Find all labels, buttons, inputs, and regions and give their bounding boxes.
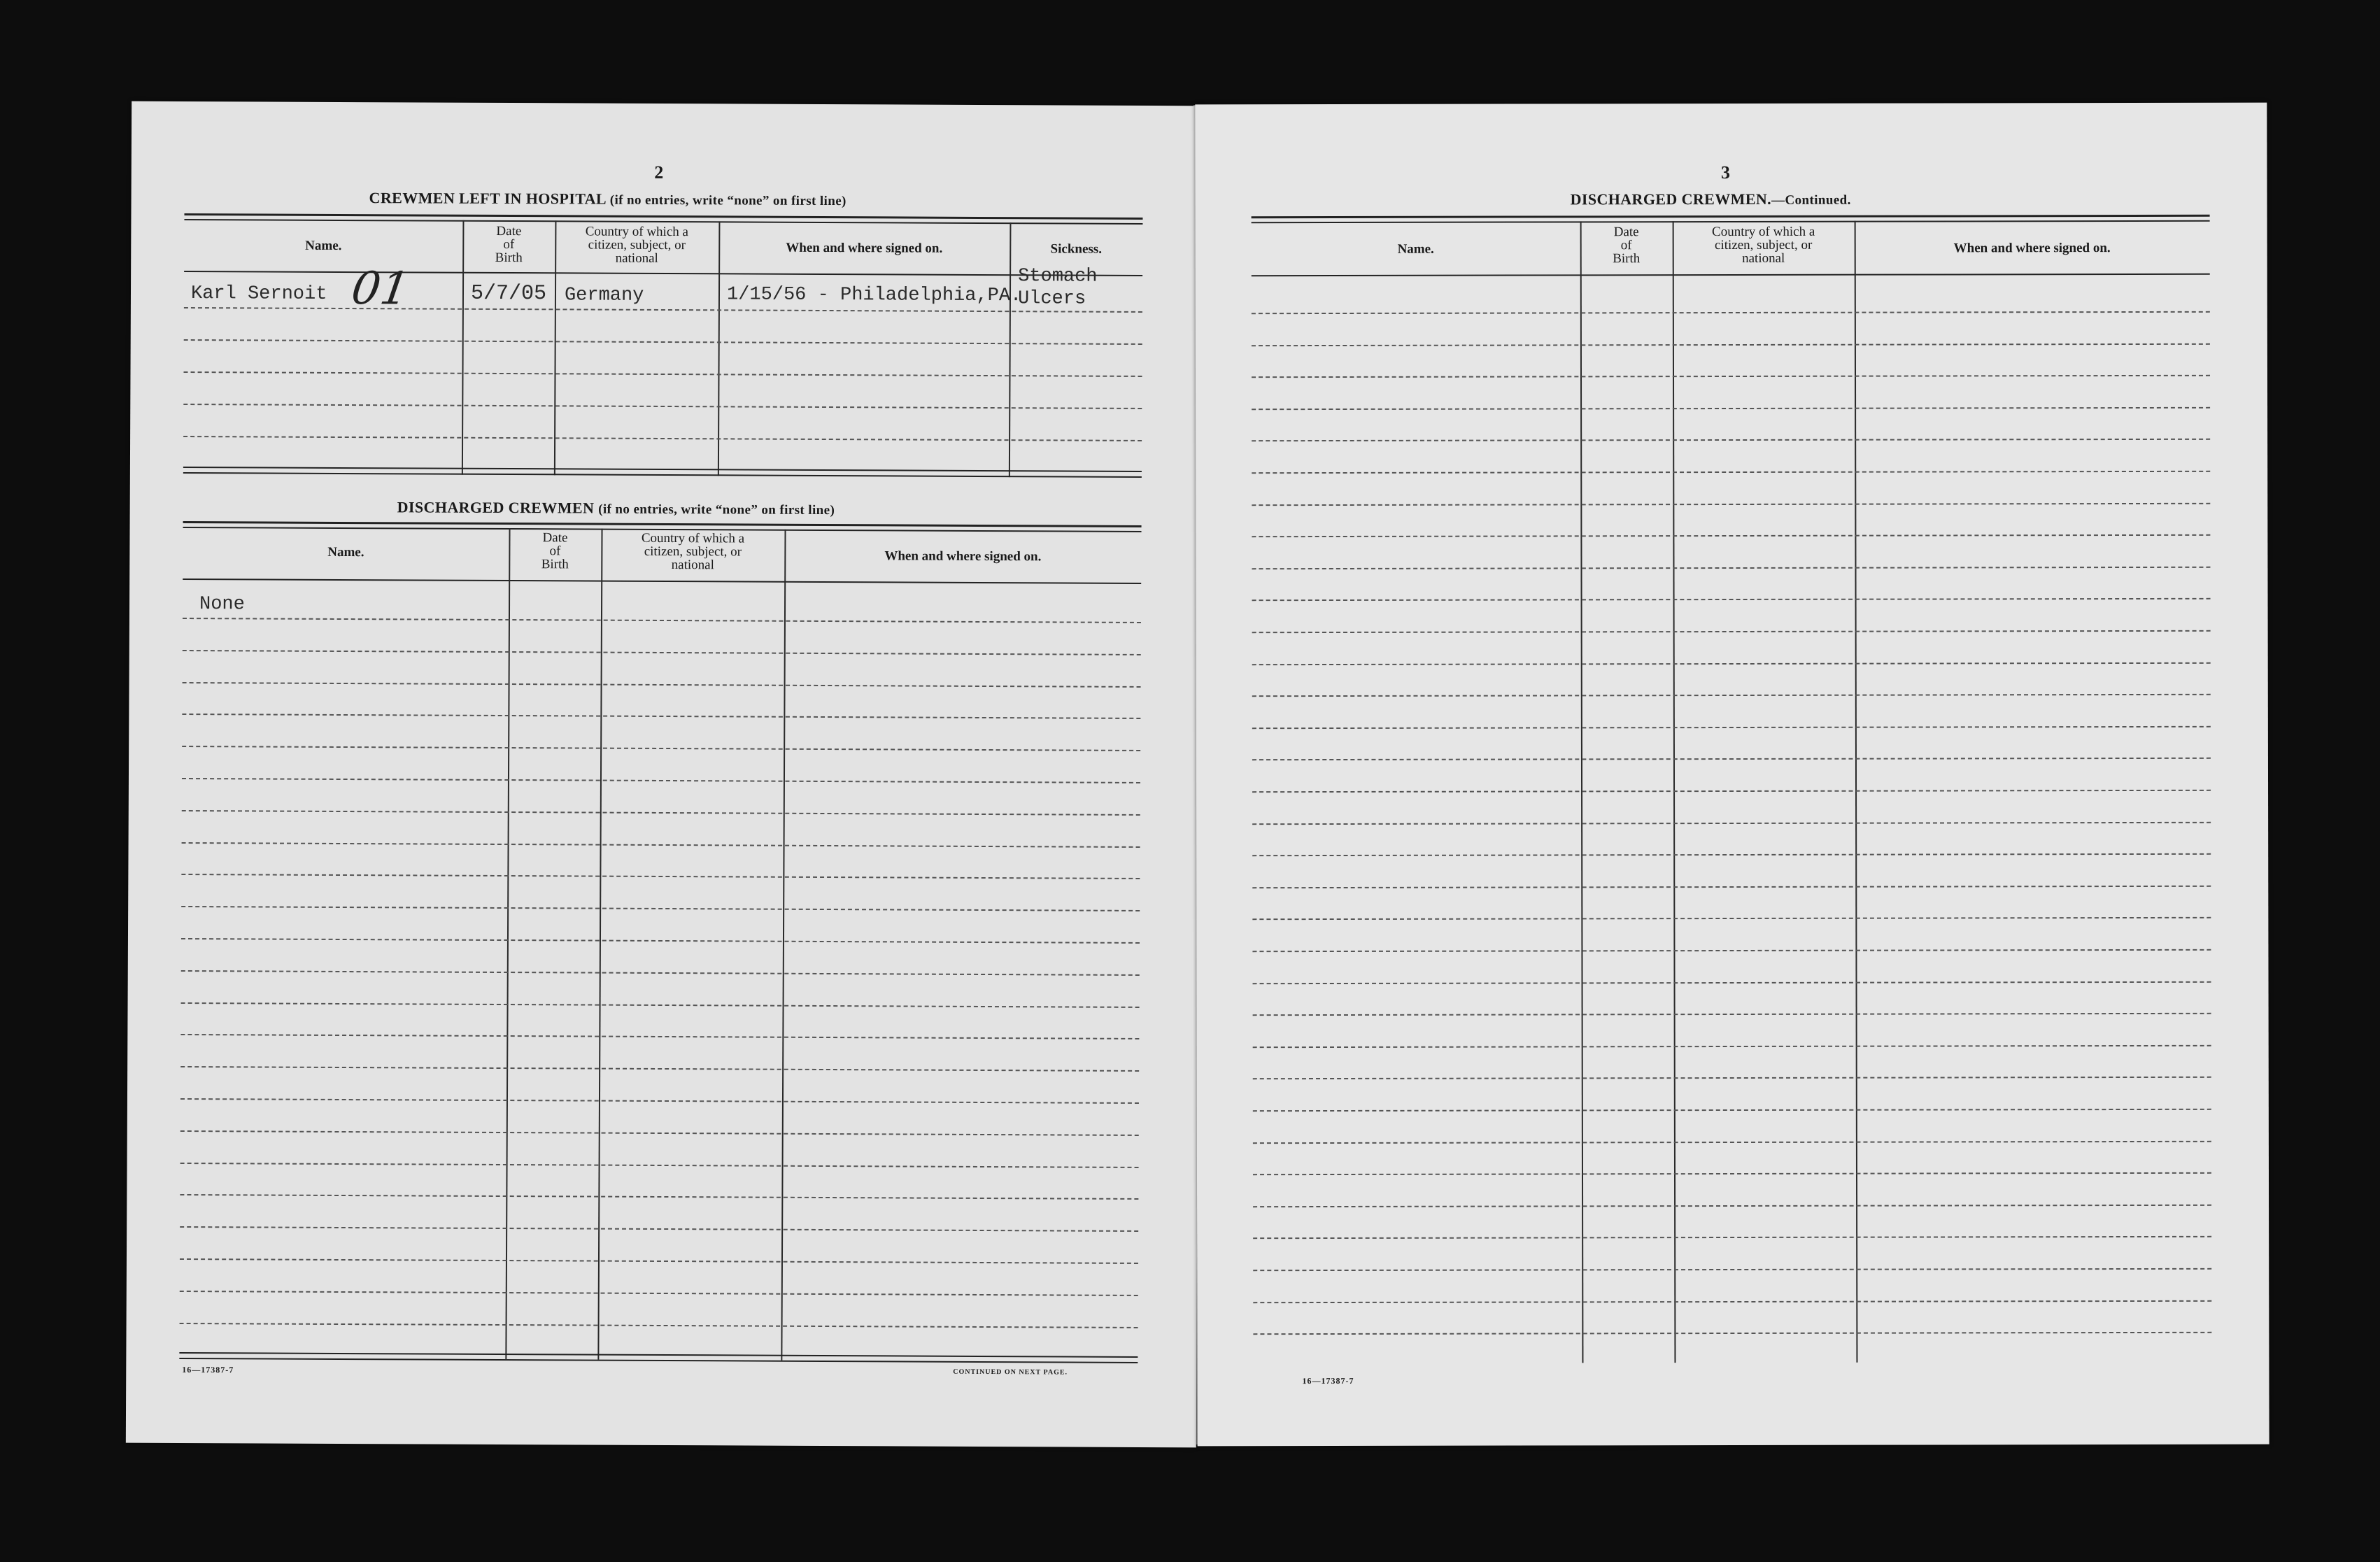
discharged-continued-title bbox=[1571, 190, 1851, 209]
header-country-line: citizen, subject, or bbox=[1715, 237, 1813, 253]
table-row bbox=[180, 1194, 1138, 1200]
table-row bbox=[1252, 630, 2211, 633]
table-row bbox=[1252, 758, 2211, 760]
table-row bbox=[180, 1291, 1138, 1296]
header-dob-line: of bbox=[1620, 238, 1632, 253]
table-row bbox=[1252, 502, 2210, 505]
table-row bbox=[1253, 1013, 2211, 1016]
table-row bbox=[1252, 439, 2210, 441]
table-row bbox=[1253, 1109, 2211, 1112]
header-country-line: national bbox=[1742, 250, 1785, 266]
discharged-title-subtitle: (if no entries, write “none” on first line) bbox=[598, 502, 835, 518]
page-number: 3 bbox=[1720, 162, 1731, 183]
table-row bbox=[180, 1163, 1139, 1168]
header-dob-line: Birth bbox=[541, 557, 569, 572]
handwritten-mark: 01 bbox=[348, 263, 413, 315]
table-row bbox=[181, 1002, 1140, 1008]
entry-name: None bbox=[199, 594, 245, 616]
table-row bbox=[180, 1034, 1139, 1039]
table-row bbox=[180, 1098, 1139, 1104]
col-divider bbox=[597, 529, 602, 1360]
table-row bbox=[183, 618, 1141, 623]
table-row bbox=[1252, 886, 2211, 888]
table-row bbox=[1252, 311, 2210, 314]
table-row bbox=[182, 810, 1140, 816]
col-divider bbox=[505, 528, 510, 1359]
table-top-rule-inner bbox=[184, 219, 1142, 225]
hospital-section-title bbox=[369, 189, 847, 209]
table-row bbox=[184, 307, 1142, 313]
hospital-title-subtitle: (if no entries, write “none” on first line) bbox=[609, 192, 847, 209]
table-row bbox=[1252, 726, 2211, 729]
header-country bbox=[555, 225, 718, 265]
header-country-line: citizen, subject, or bbox=[588, 237, 686, 253]
table-row bbox=[183, 682, 1141, 688]
header-dob-line: Date bbox=[542, 530, 568, 546]
header-country-line: national bbox=[671, 558, 714, 573]
table-row bbox=[183, 371, 1142, 377]
table-row bbox=[182, 778, 1140, 783]
entry-signed: 1/15/56 - Philadelphia,PA. bbox=[726, 284, 1022, 307]
header-dob-line: Birth bbox=[495, 250, 523, 266]
header-name: Name. bbox=[1397, 241, 1434, 257]
continued-title-subtitle: —Continued. bbox=[1771, 192, 1851, 208]
table-row bbox=[1253, 1268, 2211, 1271]
table-row bbox=[1252, 662, 2211, 665]
continued-note: CONTINUED ON NEXT PAGE. bbox=[953, 1368, 1068, 1377]
header-dob-line: of bbox=[549, 544, 561, 559]
table-row bbox=[1253, 1140, 2211, 1143]
header-name: Name. bbox=[327, 544, 364, 560]
entry-dob: 5/7/05 bbox=[470, 281, 547, 306]
left-page bbox=[126, 101, 1202, 1448]
table-row bbox=[1253, 1172, 2211, 1175]
table-row bbox=[1253, 1205, 2211, 1207]
hospital-title-text: CREWMEN LEFT IN HOSPITAL bbox=[369, 189, 606, 208]
table-row bbox=[182, 713, 1140, 719]
header-signed: When and where signed on. bbox=[786, 240, 943, 256]
entry-country: Germany bbox=[564, 285, 644, 306]
table-bottom-rule bbox=[179, 1358, 1138, 1363]
header-dob bbox=[509, 531, 601, 571]
form-number: 16—17387-7 bbox=[1302, 1375, 1354, 1386]
table-row bbox=[1253, 1332, 2211, 1335]
table-row bbox=[180, 1258, 1138, 1264]
header-bottom-rule bbox=[183, 578, 1141, 584]
table-row bbox=[1252, 567, 2210, 569]
right-page bbox=[1195, 103, 2269, 1447]
continued-title-text: DISCHARGED CREWMEN. bbox=[1570, 190, 1772, 208]
header-signed: When and where signed on. bbox=[884, 548, 1042, 565]
table-row bbox=[183, 404, 1142, 409]
table-row bbox=[180, 1323, 1138, 1328]
form-number: 16—17387-7 bbox=[182, 1365, 234, 1375]
table-row bbox=[1253, 1300, 2211, 1302]
header-bottom-rule bbox=[1252, 274, 2210, 276]
table-row bbox=[1252, 821, 2211, 824]
table-row bbox=[1253, 1236, 2211, 1239]
discharged-title-text: DISCHARGED CREWMEN bbox=[397, 498, 595, 517]
table-row bbox=[1252, 534, 2210, 537]
table-row bbox=[1252, 375, 2210, 378]
header-signed: When and where signed on. bbox=[1953, 241, 2111, 256]
header-country-line: Country of which a bbox=[641, 530, 745, 546]
table-top-rule bbox=[184, 213, 1142, 220]
header-country-line: Country of which a bbox=[1712, 224, 1815, 240]
col-divider bbox=[781, 530, 786, 1361]
entry-sickness-line1: Stomach bbox=[1018, 266, 1098, 287]
header-dob-line: Birth bbox=[1613, 251, 1641, 267]
header-dob-line: of bbox=[503, 236, 515, 253]
header-country bbox=[601, 532, 784, 572]
header-dob-line: Date bbox=[1613, 225, 1639, 240]
discharged-table bbox=[179, 521, 1141, 1365]
discharged-continued-table bbox=[1252, 215, 2212, 1377]
table-top-rule-inner bbox=[1252, 220, 2210, 223]
header-dob bbox=[1580, 225, 1673, 265]
header-country bbox=[1673, 225, 1855, 265]
table-row bbox=[1252, 694, 2211, 697]
table-row bbox=[1253, 1045, 2211, 1048]
table-row bbox=[183, 436, 1142, 441]
header-dob bbox=[462, 225, 555, 265]
entry-sickness-line2: Ulcers bbox=[1017, 288, 1086, 310]
page-number: 2 bbox=[654, 162, 664, 183]
table-row bbox=[181, 906, 1140, 911]
table-row bbox=[180, 1066, 1139, 1072]
table-row bbox=[1252, 471, 2210, 474]
table-bottom-rule bbox=[183, 467, 1142, 472]
table-row bbox=[1252, 853, 2211, 856]
table-row bbox=[183, 650, 1141, 655]
table-row bbox=[180, 1226, 1138, 1232]
table-row bbox=[1252, 949, 2211, 952]
header-sickness: Sickness. bbox=[1050, 241, 1103, 257]
table-bottom-rule bbox=[179, 1352, 1138, 1358]
table-row bbox=[1252, 790, 2211, 793]
header-country-line: citizen, subject, or bbox=[644, 544, 742, 560]
table-row bbox=[1252, 917, 2211, 920]
header-country-line: national bbox=[615, 250, 658, 266]
table-row bbox=[184, 339, 1142, 345]
table-row bbox=[1253, 1077, 2211, 1079]
table-top-rule bbox=[1252, 215, 2210, 218]
table-row bbox=[1252, 407, 2210, 410]
table-row bbox=[180, 1130, 1139, 1136]
table-row bbox=[181, 874, 1140, 879]
entry-name: Karl Sernoit bbox=[190, 283, 327, 305]
table-row bbox=[1252, 598, 2211, 601]
table-row bbox=[182, 842, 1140, 848]
discharged-section-title bbox=[397, 498, 835, 518]
header-dob-line: Date bbox=[496, 223, 522, 239]
table-row bbox=[182, 746, 1140, 751]
table-row bbox=[1252, 343, 2210, 346]
header-country-line: Country of which a bbox=[585, 224, 689, 240]
table-row bbox=[181, 938, 1140, 944]
header-name: Name. bbox=[305, 238, 342, 253]
table-row bbox=[1253, 981, 2211, 984]
table-bottom-rule bbox=[183, 472, 1142, 478]
table-row bbox=[181, 970, 1140, 976]
header-bottom-rule bbox=[184, 271, 1142, 276]
